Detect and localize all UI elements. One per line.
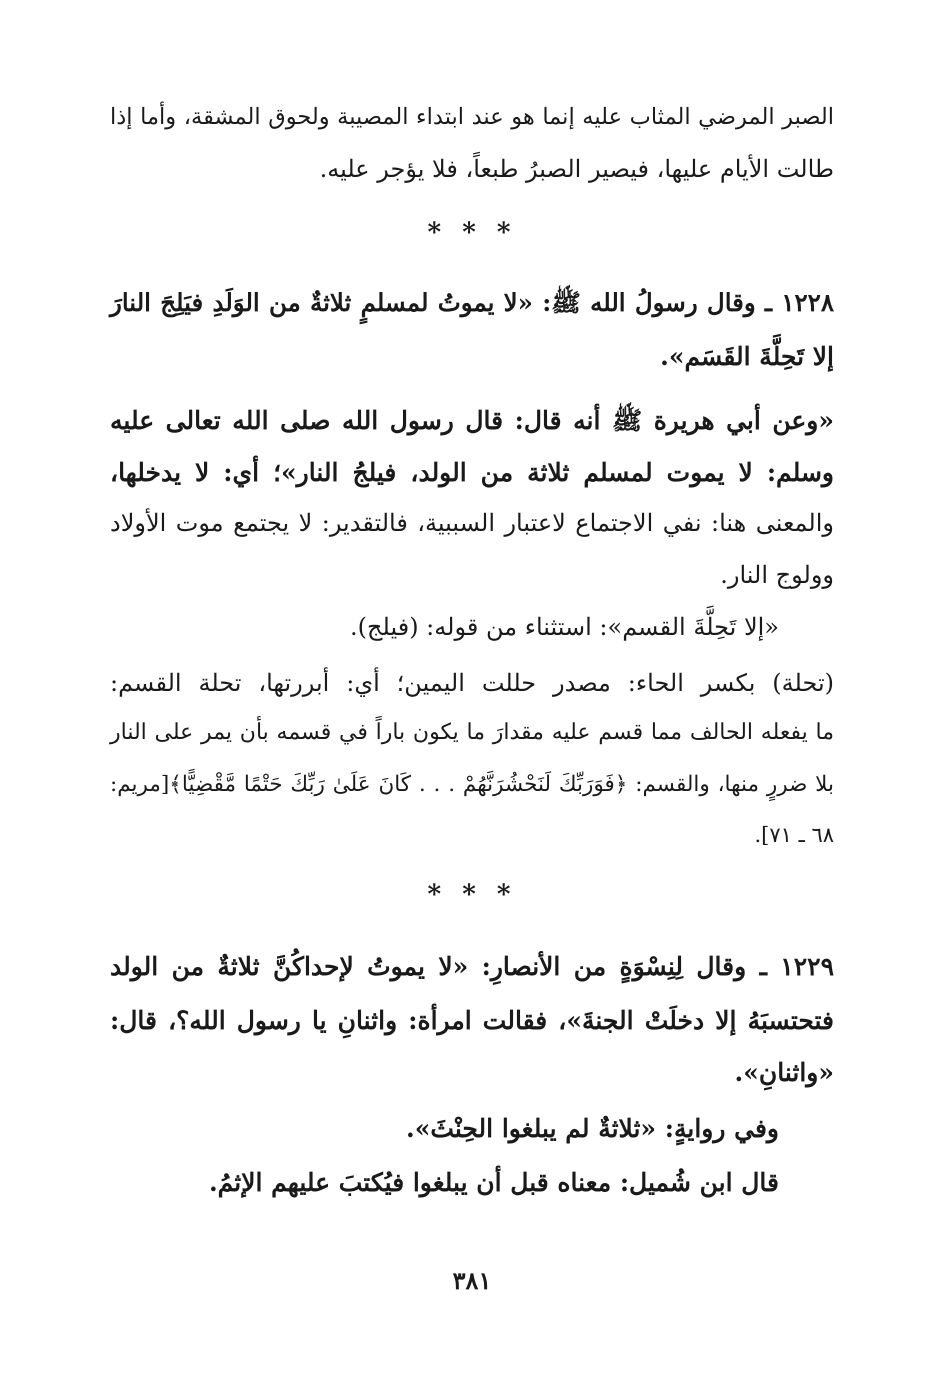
commentary-line: «وعن أبي هريرة ﷺ أنه قال: قال رسول الله صلى الله تعالى عليه bbox=[110, 406, 834, 435]
hadith-text-line: وفي روايةٍ: «ثلاثةٌ لم يبلغوا الحِنْثَ». bbox=[406, 1114, 779, 1143]
hadith-text-line: ١٢٢٨ ـ وقال رسولُ الله ﷺ: «لا يموتُ لمسلمٍ ثلاثةٌ من الوَلَدِ فيَلِجَ النارَ bbox=[110, 288, 834, 317]
commentary-line: (تحلة) بكسر الحاء: مصدر حللت اليمين؛ أي: أبررتها، تحلة القسم: bbox=[110, 669, 834, 697]
hadith-text-line: إلا تَحِلَّةَ القَسَم». bbox=[660, 342, 834, 371]
hadith-text-line: قال ابن شُميل: معناه قبل أن يبلغوا فيُكتبَ عليهم الإثمُ. bbox=[208, 1168, 779, 1197]
section-separator: * * * bbox=[427, 880, 517, 910]
commentary-line: بلا ضررٍ منها، والقسم: ﴿فَوَرَبِّكَ لَنَحْشُرَنَّهُمْ . . . كَانَ عَلَىٰ رَبِّكَ حَتْمًا مَّقْضِيًّا﴾[مريم: bbox=[110, 772, 834, 797]
commentary-line: ٦٨ ـ ٧١]. bbox=[754, 823, 834, 847]
text-line: طالت الأيام عليها، فيصير الصبرُ طبعاً، فلا يؤجر عليه. bbox=[319, 155, 834, 183]
commentary-line: والمعنى هنا: نفي الاجتماع لاعتبار السببية، فالتقدير: لا يجتمع موت الأولاد bbox=[110, 509, 835, 537]
commentary-line: «إلا تَحِلَّةَ القسم»: استثناء من قوله: (فيلج). bbox=[350, 613, 779, 641]
text-line: الصبر المرضي المثاب عليه إنما هو عند ابتداء المصيبة ولحوق المشقة، وأما إذا bbox=[110, 104, 834, 130]
commentary-line: وولوج النار. bbox=[720, 561, 834, 589]
commentary-line: وسلم: لا يموت لمسلم ثلاثة من الولد، فيلجُ النار»؛ أي: لا يدخلها، bbox=[110, 458, 834, 487]
page-number: ٣٨١ bbox=[452, 1266, 492, 1295]
commentary-line: ما يفعله الحالف مما قسم عليه مقدارَ ما يكون باراً في قسمه بأن يمر على النار bbox=[110, 720, 834, 745]
section-separator: * * * bbox=[427, 218, 517, 248]
hadith-text-line: فتحتسبَهُ إلا دخلَتْ الجنةَ»، فقالت امرأة: واثنانِ يا رسول الله؟، قال: bbox=[110, 1006, 834, 1035]
hadith-text-line: «واثنانِ». bbox=[734, 1058, 834, 1087]
hadith-text-line: ١٢٢٩ ـ وقال لِنِسْوَةٍ من الأنصارِ: «لا يموتُ لإحداكُنَّ ثلاثةٌ من الولد bbox=[110, 952, 834, 981]
